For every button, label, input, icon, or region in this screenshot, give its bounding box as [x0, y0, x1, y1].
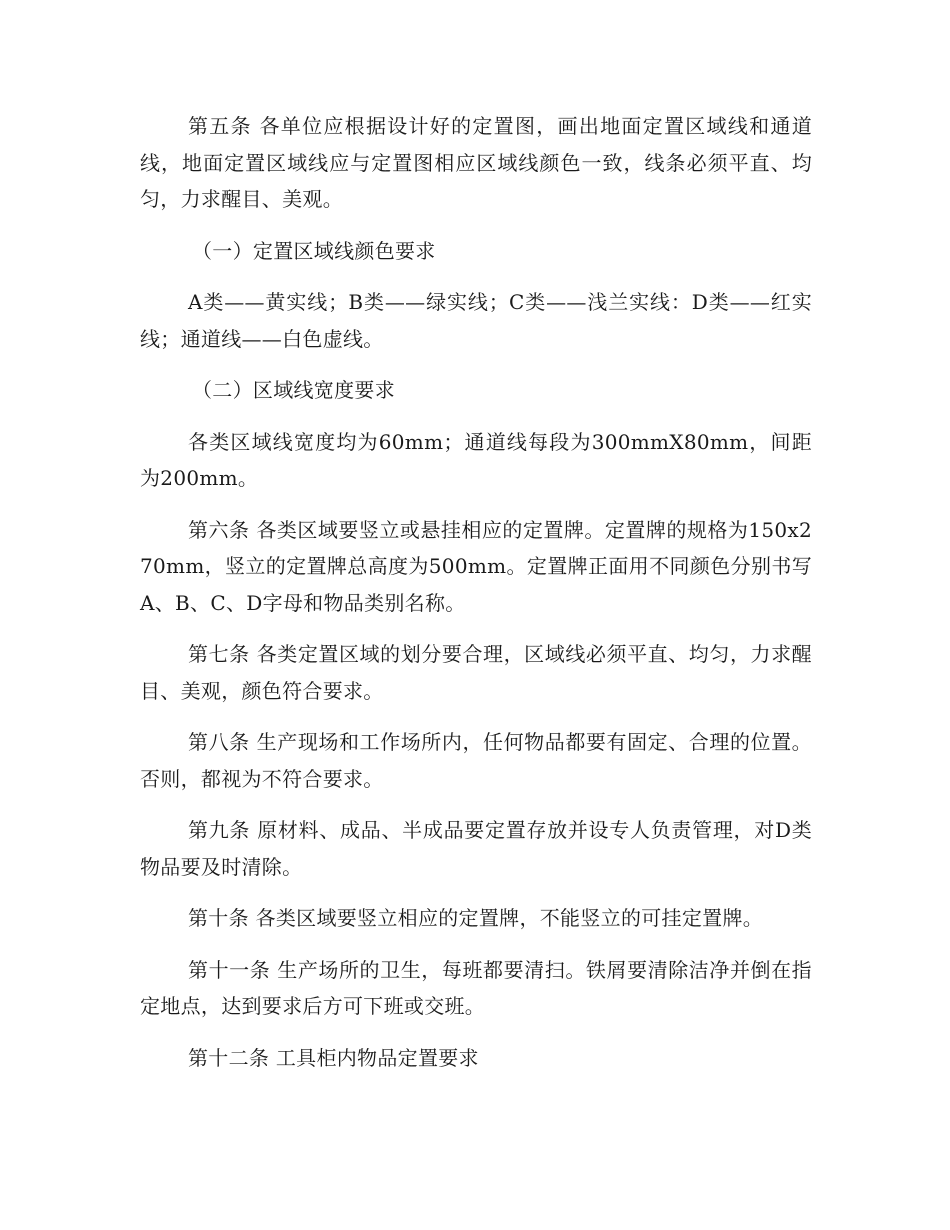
article-8-paragraph: 第八条 生产现场和工作场所内，任何物品都要有固定、合理的位置。否则，都视为不符合要求。 — [140, 730, 812, 791]
subsection-2-heading: （二）区域线宽度要求 — [192, 378, 395, 402]
line-width-paragraph: 各类区域线宽度均为60mm；通道线每段为300mmX80mm，间距为200mm。 — [140, 429, 812, 490]
line-color-paragraph: A类——黄实线；B类——绿实线；C类——浅兰实线：D类——红实线；通道线——白色虚线。 — [140, 290, 812, 351]
article-5-paragraph: 第五条 各单位应根据设计好的定置图，画出地面定置区域线和通道线，地面定置区域线应与定置图相应区域线颜色一致，线条必须平直、均匀，力求醒目、美观。 — [140, 114, 812, 211]
article-7-paragraph: 第七条 各类定置区域的划分要合理，区域线必须平直、均匀，力求醒目、美观，颜色符合要求。 — [140, 642, 812, 703]
document-body — [140, 108, 812, 1091]
article-11-paragraph: 第十一条 生产场所的卫生，每班都要清扫。铁屑要清除洁净并倒在指定地点，达到要求后方可下班或交班。 — [140, 957, 812, 1018]
subsection-1-heading: （一）定置区域线颜色要求 — [192, 238, 436, 263]
article-12-paragraph: 第十二条 工具柜内物品定置要求 — [188, 1045, 479, 1070]
article-6-paragraph: 第六条 各类区域要竖立或悬挂相应的定置牌。定置牌的规格为150x270mm，竖立的定置牌总高度为500mm。定置牌正面用不同颜色分别书写A、B、C、D字母和物品类别名称。 — [140, 517, 812, 615]
article-9-paragraph: 第九条 原材料、成品、半成品要定置存放并设专人负责管理，对D类物品要及时清除。 — [140, 818, 812, 879]
article-10-paragraph: 第十条 各类区域要竖立相应的定置牌，不能竖立的可挂定置牌。 — [188, 906, 764, 930]
